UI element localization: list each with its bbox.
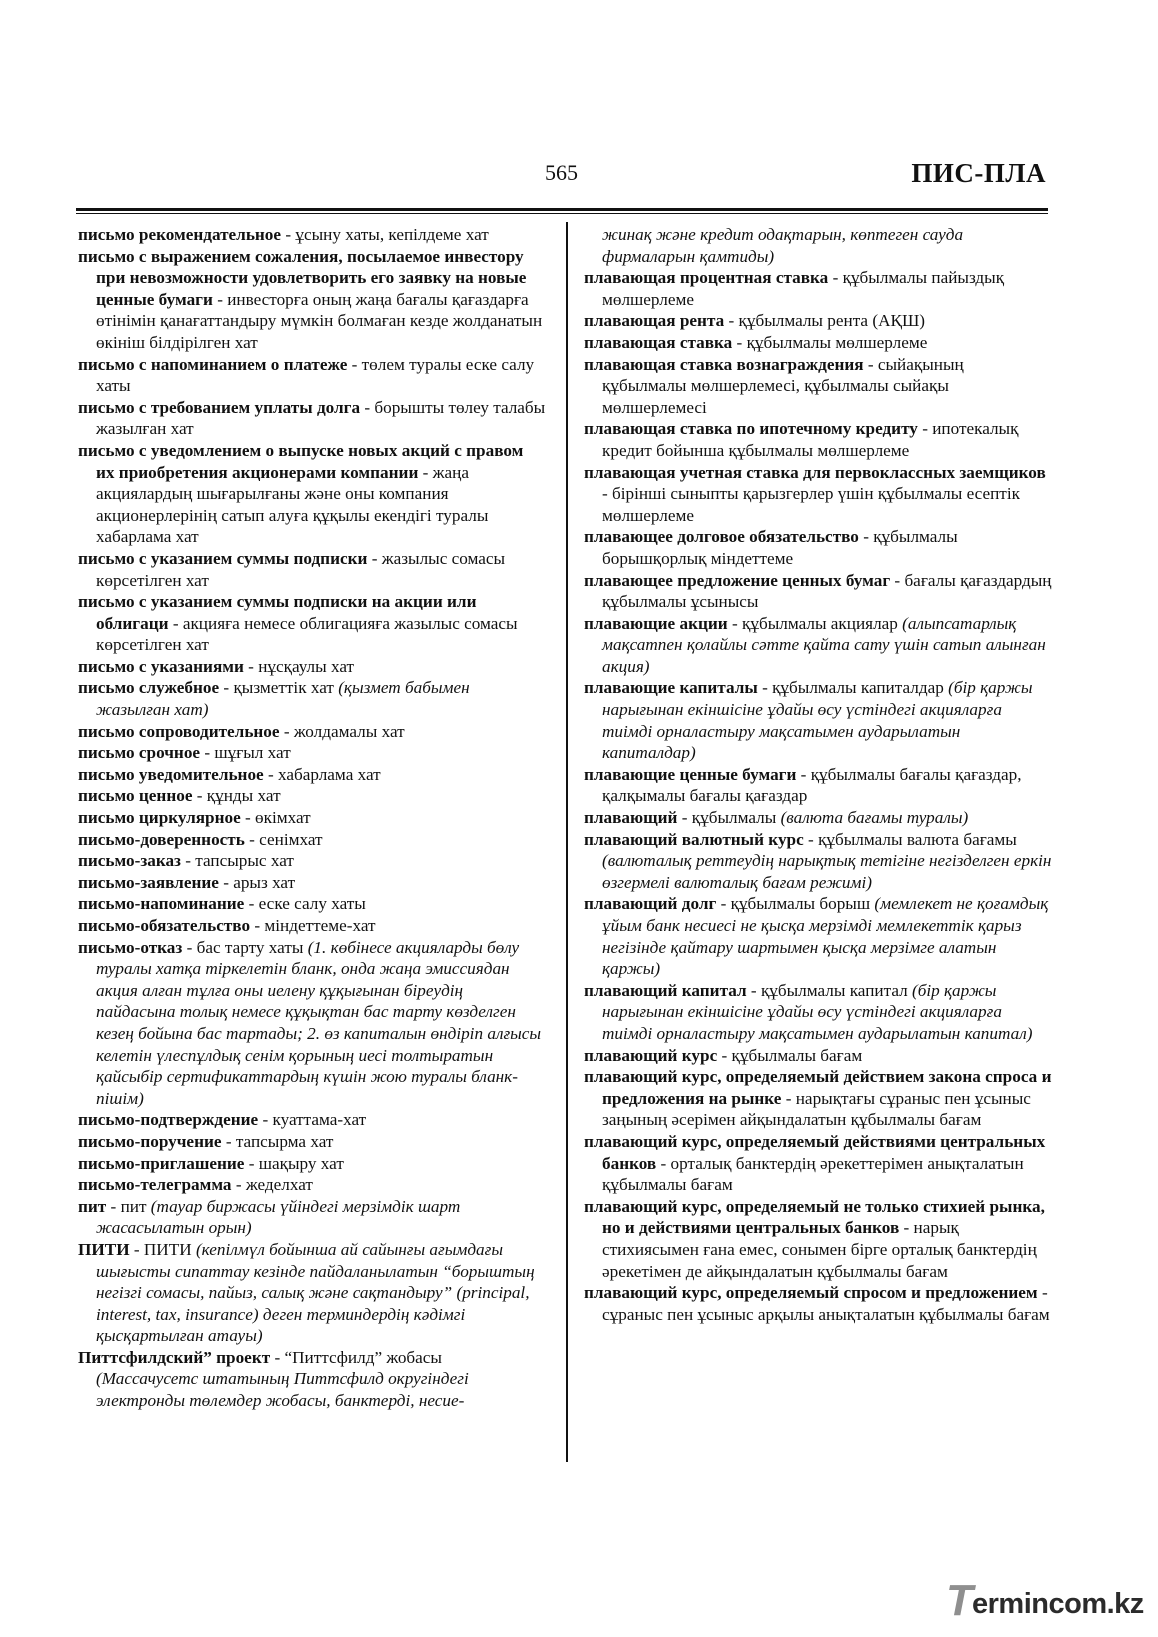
- entry-translation: - құбылмалы: [677, 808, 781, 828]
- dictionary-entry: [78, 721, 546, 743]
- dictionary-entry: [584, 1131, 1052, 1196]
- dictionary-entry: [584, 1066, 1052, 1131]
- entry-translation: - нарықтағы сұраныс пен ұсыныс заңының әсерімен айқындалатын құбылмалы бағам: [602, 1088, 1031, 1130]
- entry-translation: - борышты төлеу талабы жазылған хат: [96, 397, 546, 439]
- entry-translation: - акцияға немесе облигацияға жазылыс сомасы көрсетілген хат: [96, 613, 518, 655]
- entry-headword: письмо-доверенность: [78, 829, 245, 849]
- entry-note: (Массачусетс штатының Питтсфилд округіндегі электронды төлемдер жобасы, банктерді, несие-: [96, 1369, 469, 1411]
- entry-headword: плавающий долг: [584, 894, 717, 914]
- entry-headword: письмо с требованием уплаты долга: [78, 397, 361, 417]
- entry-translation: - инвесторға оның жаңа бағалы қағаздарға өтінімін қанағаттандыру мүмкін болмаған кезде жолданатын өкініш білдірілген хат: [96, 289, 543, 352]
- entry-translation: - арыз хат: [218, 872, 296, 892]
- entry-translation: - тапсырыс хат: [180, 851, 294, 871]
- dictionary-entry: [584, 613, 1052, 678]
- entry-headword: плавающие акции: [584, 613, 728, 633]
- dictionary-entry: [584, 526, 1052, 569]
- entry-translation: - бағалы қағаздардың құбылмалы ұсынысы: [602, 570, 1052, 612]
- entry-note: жинақ және кредит одақтарын, көптеген сауда фирмаларын қамтиды): [602, 225, 964, 266]
- entry-headword: плавающий курс, определяемый спросом и предложением: [584, 1283, 1038, 1303]
- dictionary-entry: [78, 591, 546, 656]
- entry-headword: плавающая рента: [584, 311, 725, 331]
- dictionary-entry: [584, 1196, 1052, 1282]
- entry-headword: плавающая ставка: [584, 332, 733, 352]
- header-rule-thin: [76, 213, 1048, 214]
- entry-note: (валюталық реттеудің нарықтық тетігіне негізделген еркін өзгермелі валюталық бағам режимі): [602, 851, 1052, 892]
- dictionary-entry: [78, 1239, 546, 1347]
- dictionary-entry: [78, 937, 546, 1110]
- entry-headword: письмо уведомительное: [78, 764, 264, 784]
- entry-translation: - міндеттеме-хат: [250, 916, 376, 935]
- dictionary-entry: [78, 785, 546, 807]
- entry-translation: - құбылмалы акциялар: [727, 613, 903, 633]
- entry-translation: - құбылмалы мөлшерлеме: [732, 332, 928, 352]
- entry-headword: плавающая учетная ставка для первоклассных заемщиков: [584, 462, 1046, 482]
- entry-headword: плавающая процентная ставка: [584, 268, 829, 288]
- entry-headword: письмо-напоминание: [78, 894, 245, 914]
- entry-translation: - құбылмалы рента (АҚШ): [724, 311, 926, 331]
- entry-headword: письмо с напоминанием о платеже: [78, 354, 348, 374]
- dictionary-entry: [78, 872, 546, 894]
- column-divider: [566, 222, 568, 1462]
- entry-translation: - жолдамалы хат: [279, 721, 405, 741]
- dictionary-entry: [78, 354, 546, 397]
- entry-translation: - жазылыс сомасы көрсетілген хат: [96, 548, 506, 590]
- entry-headword: плавающий курс, определяемый действием закона спроса и предложения на рынке: [584, 1067, 1052, 1108]
- entry-translation: - ипотекалық кредит бойынша құбылмалы мөлшерлеме: [602, 419, 1019, 460]
- entry-headword: письмо-обязательство: [78, 916, 251, 935]
- entry-translation: - құбылмалы борышқорлық міндеттеме: [602, 527, 958, 568]
- entry-note: (мемлекет не қоғамдық ұйым банк несиесі не қысқа мерзімді мемлекеттік қарыз негізінде қайтару шартымен қысқа мерзімге алатын қаржы): [602, 894, 1049, 979]
- entry-headword: письмо с уведомлением о выпуске новых акций с правом их приобретения акционерами компании: [78, 440, 524, 482]
- entry-headword: письмо ценное: [78, 786, 193, 806]
- entry-headword: плавающий курс: [584, 1045, 718, 1065]
- entry-headword: письмо с выражением сожаления, посылаемое инвестору при невозможности удовлетворить его заявку на новые ценные бумаги: [78, 246, 527, 309]
- dictionary-entry: [78, 829, 546, 851]
- dictionary-entry: [78, 850, 546, 872]
- entry-headword: плавающее долговое обязательство: [584, 527, 859, 547]
- entry-headword: письмо-заявление: [78, 872, 219, 892]
- entry-translation: - жеделхат: [231, 1175, 313, 1195]
- dictionary-entry: [78, 1131, 546, 1153]
- entry-translation: - құбылмалы пайыздық мөлшерлеме: [602, 268, 1005, 309]
- dictionary-entry: [584, 332, 1052, 354]
- entry-translation: - нарық стихиясымен ғана емес, сонымен бірге орталық банктердің әрекетімен де айқындалатын құбылмалы бағам: [602, 1218, 1037, 1281]
- entry-note: (1. көбінесе акцияларды бөлу туралы хатқа тіркелетін бланк, онда жаңа эмиссиядан акция алған тұлға оны иелену құқығынан біреудің пайдасына толық немесе құқықтан бас тарту көзделген кезең бойына бас тартады; 2. өз капиталын өндіріп алғысы келетін үлеспұлдық сенім қорының иесі толтыратын қайсыбір сертификаттардың күшін жою туралы бланк-пішім): [96, 937, 542, 1108]
- entry-translation: - құбылмалы бағалы қағаздар, қалқымалы бағалы қағаздар: [602, 764, 1022, 806]
- entry-headword: плавающий капитал: [584, 980, 747, 1000]
- entry-headword: плавающее предложение ценных бумаг: [584, 570, 891, 590]
- entry-headword: плавающие ценные бумаги: [584, 764, 797, 784]
- dictionary-entry: [78, 764, 546, 786]
- dictionary-entry: [584, 267, 1052, 310]
- dictionary-entry: [584, 310, 1052, 332]
- entry-translation: - шұғыл хат: [200, 743, 291, 763]
- logo-letter: T: [946, 1576, 973, 1625]
- entry-note: (алыпсатарлық мақсатпен қолайлы сәтте қайта сату үшін сатып алынған акция): [602, 613, 1046, 676]
- dictionary-entry: [78, 1196, 546, 1239]
- dictionary-entry: [584, 354, 1052, 419]
- entry-translation: - еске салу хаты: [244, 894, 366, 914]
- dictionary-entry: [78, 548, 546, 591]
- dictionary-entry: [584, 893, 1052, 979]
- entry-headword: письмо-приглашение: [78, 1153, 245, 1173]
- logo-text: ermincom.kz: [972, 1588, 1144, 1620]
- dictionary-entry: [584, 1045, 1052, 1067]
- entry-headword: письмо-телеграмма: [78, 1175, 232, 1195]
- dictionary-entry: [78, 677, 546, 720]
- entry-translation: - қызметтік хат: [219, 678, 339, 698]
- entry-headword: плавающие капиталы: [584, 678, 758, 698]
- entry-translation: - ұсыну хаты, кепілдеме хат: [281, 225, 489, 244]
- entry-headword: плавающий: [584, 808, 678, 828]
- dictionary-entry: [584, 462, 1052, 527]
- entry-note: (қызмет бабымен жазылған хат): [96, 678, 470, 720]
- entry-headword: Питтсфилдский” проект: [78, 1347, 271, 1367]
- entry-note: (валюта бағамы туралы): [780, 808, 969, 828]
- left-column: [78, 224, 546, 1412]
- entry-headword: письмо сопроводительное: [78, 721, 280, 741]
- dictionary-entry: [78, 656, 546, 678]
- header-rule-thick: [76, 208, 1048, 211]
- dictionary-entry: [584, 980, 1052, 1045]
- entry-translation: - тапсырма хат: [221, 1131, 334, 1151]
- entry-translation: - бірінші сыныпты қарызгерлер үшін құбылмалы есептік мөлшерлеме: [602, 484, 1020, 525]
- dictionary-entry: [78, 440, 546, 548]
- section-title: ПИС-ПЛА: [911, 158, 1046, 188]
- entry-headword: письмо срочное: [78, 743, 201, 763]
- dictionary-entry: [584, 677, 1052, 763]
- page-number: 565: [545, 160, 578, 185]
- dictionary-entry: [584, 418, 1052, 461]
- dictionary-entry: [584, 764, 1052, 807]
- entry-translation: - құнды хат: [192, 786, 281, 806]
- dictionary-entry: [78, 1153, 546, 1175]
- dictionary-entry: [78, 224, 546, 246]
- entry-translation: - бас тарту хаты: [182, 937, 308, 957]
- entry-translation: - шақыру хат: [244, 1153, 344, 1173]
- entry-headword: письмо-отказ: [78, 937, 183, 957]
- entry-headword: письмо-поручение: [78, 1131, 222, 1151]
- entry-note: (кепілмүл бойынша ай сайынғы ағымдағы шығысты сипаттау кезінде пайдаланылатын “борыштың негізгі сомасы, пайыз, салық және сақтандыру” (principal, interest, tax, insurance) деген терминдердің кәдімгі қысқартылған атауы): [96, 1239, 535, 1346]
- dictionary-entry: [78, 807, 546, 829]
- entry-headword: письмо циркулярное: [78, 808, 241, 828]
- entry-translation: - сыйақының құбылмалы мөлшерлемесі, құбылмалы сыйақы мөлшерлемесі: [602, 354, 964, 417]
- dictionary-entry: [584, 1282, 1052, 1325]
- dictionary-entry: [78, 246, 546, 354]
- entry-translation: - хабарлама хат: [263, 764, 381, 784]
- entry-headword: письмо с указанием суммы подписки на акции или облигаци: [78, 592, 477, 633]
- entry-note: (тауар биржасы үйіндегі мерзімдік шарт жасасылатын орын): [96, 1196, 461, 1238]
- entry-translation: - куаттама-хат: [258, 1110, 367, 1130]
- entry-translation: - сұраныс пен ұсыныс арқылы анықталатын құбылмалы бағам: [602, 1283, 1050, 1324]
- dictionary-entry: [584, 829, 1052, 894]
- dictionary-entry: [78, 1109, 546, 1131]
- entry-headword: плавающая ставка по ипотечному кредиту: [584, 419, 918, 439]
- entry-note: (бір қаржы нарығынан екіншісіне ұдайы өсу үстіндегі акцияларға тиімді орналастыру мақсатымен аударылатын капиталдар): [602, 678, 1033, 763]
- dictionary-entry: [584, 807, 1052, 829]
- dictionary-entry: [78, 1347, 546, 1412]
- termincom-logo[interactable]: [944, 1576, 1149, 1630]
- entry-headword: письмо с указанием суммы подписки: [78, 548, 368, 568]
- dictionary-entry: [584, 570, 1052, 613]
- entry-translation: - “Питтсфилд” жобасы: [270, 1347, 442, 1367]
- entry-translation: - құбылмалы капитал: [746, 980, 912, 1000]
- entry-translation: - құбылмалы борыш: [716, 894, 875, 914]
- entry-headword: ПИТИ: [78, 1239, 130, 1259]
- entry-headword: письмо-заказ: [78, 851, 181, 871]
- entry-note: (бір қаржы нарығынан екіншісіне ұдайы өсу үстіндегі акцияларға тиімді орналастыру мақсатымен аударылатын капитал): [602, 980, 1033, 1043]
- entry-translation: - сенімхат: [244, 829, 323, 849]
- right-column: [584, 224, 1052, 1325]
- entry-headword: плавающая ставка вознаграждения: [584, 354, 864, 374]
- entry-headword: письмо рекомендательное: [78, 225, 282, 244]
- entry-translation: - пит: [106, 1196, 151, 1216]
- dictionary-entry: [78, 397, 546, 440]
- dictionary-entry: [78, 1174, 546, 1196]
- entry-headword: плавающий курс, определяемый не только стихией рынка, но и действиями центральных банков: [584, 1196, 1045, 1238]
- entry-translation: - ПИТИ: [129, 1239, 196, 1259]
- entry-translation: - нұсқаулы хат: [243, 656, 355, 676]
- entry-headword: плавающий валютный курс: [584, 829, 804, 849]
- entry-translation: - өкімхат: [240, 808, 311, 828]
- entry-translation: - орталық банктердің әрекеттерімен анықталатын құбылмалы бағам: [602, 1153, 1024, 1195]
- entry-headword: письмо служебное: [78, 678, 220, 698]
- entry-translation: - құбылмалы капиталдар: [757, 678, 949, 698]
- dictionary-entry: [78, 893, 546, 915]
- entry-headword: пит: [78, 1196, 107, 1216]
- entry-translation: - құбылмалы бағам: [717, 1045, 863, 1065]
- entry-translation: - жаңа акциялардың шығарылғаны және оны компания акционерлерінің сатып алуға құқылы екендігі туралы хабарлама хат: [96, 462, 489, 547]
- entry-translation: - төлем туралы еске салу хаты: [96, 354, 535, 396]
- entry-headword: письмо с указаниями: [78, 656, 244, 676]
- entry-headword: плавающий курс, определяемый действиями центральных банков: [584, 1131, 1046, 1173]
- entry-headword: письмо-подтверждение: [78, 1110, 259, 1130]
- dictionary-entry: [584, 224, 1052, 267]
- entry-translation: - құбылмалы валюта бағамы: [803, 829, 1017, 849]
- dictionary-entry: [78, 742, 546, 764]
- dictionary-entry: [78, 915, 546, 937]
